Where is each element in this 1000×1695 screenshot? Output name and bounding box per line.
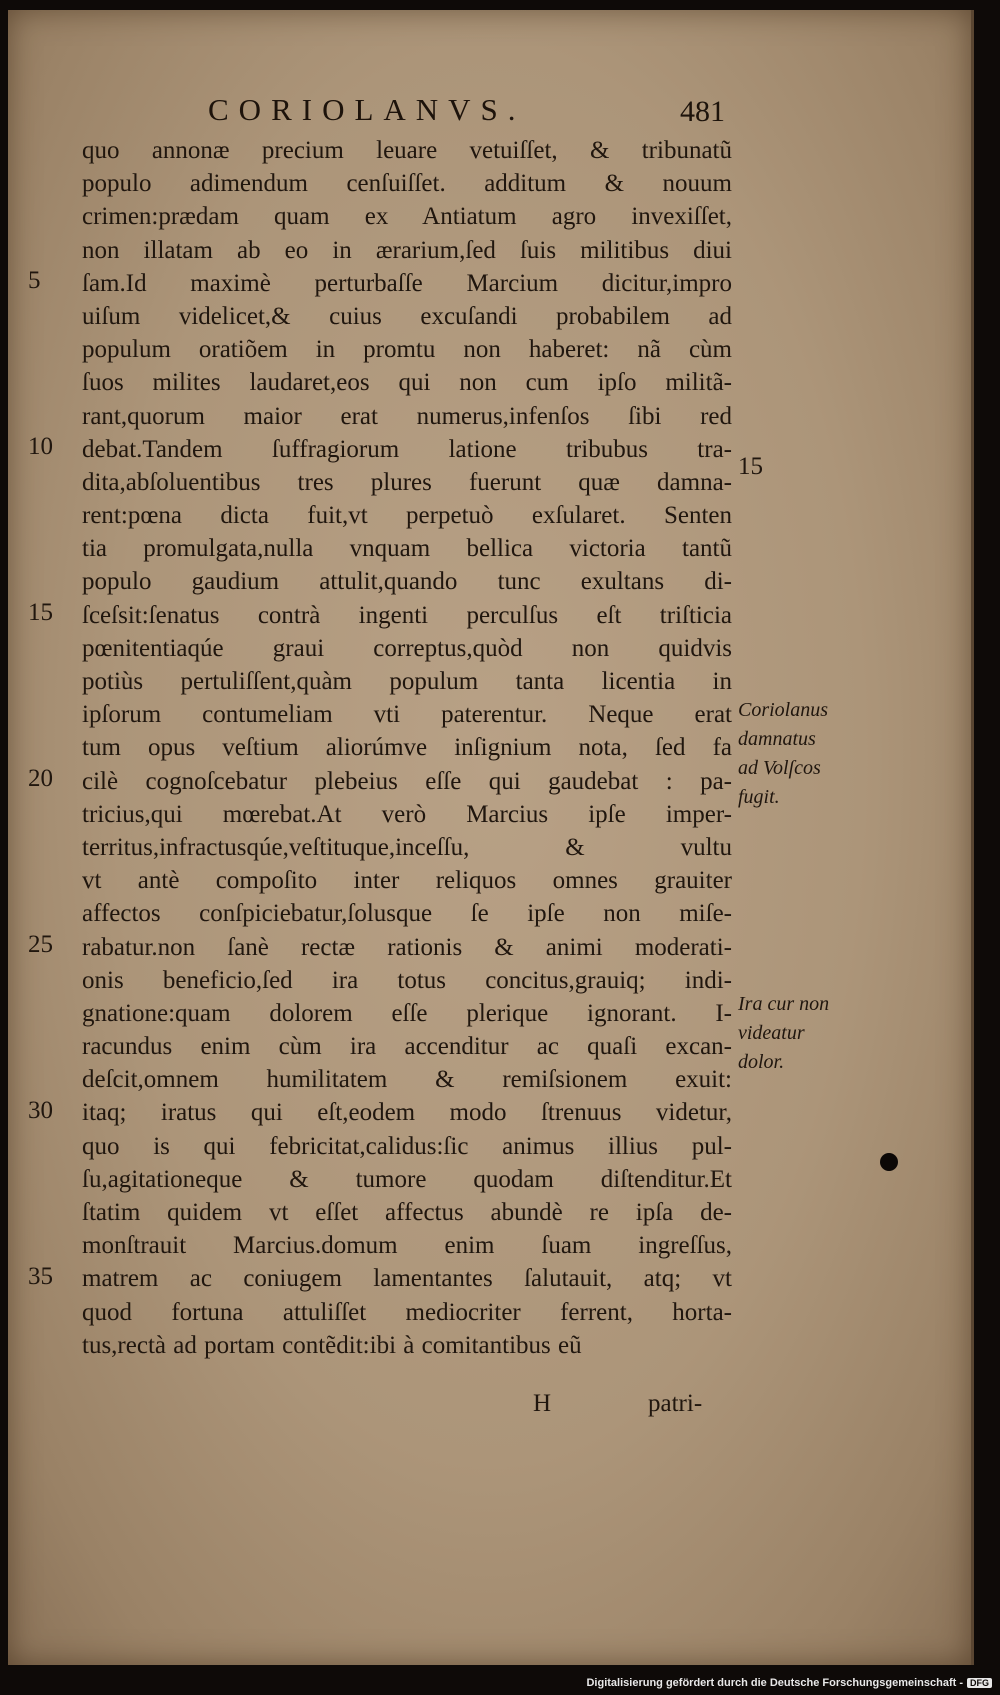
text-line: onis beneficio,ſed ira totus concitus,grauiq; indi- <box>82 966 732 994</box>
text-line: quod fortuna attuliſſet mediocriter ferrent, horta- <box>82 1298 732 1326</box>
marginal-note-coriolanus <box>738 696 828 812</box>
text-line: crimen:prædam quam ex Antiatum agro invexiſſet, <box>82 203 732 231</box>
text-line: itaq; iratus qui eſt,eodem modo ſtrenuus videtur, <box>82 1099 732 1127</box>
text-line: populum oratiõem in promtu non haberet: nã cùm <box>82 336 732 364</box>
text-line: territus,infractusqúe,veſtituque,inceſſu, & vultu <box>82 833 732 861</box>
text-line: matrem ac coniugem lamentantes ſalutauit, atq; vt <box>82 1265 732 1293</box>
text-line: quo annonæ precium leuare vetuiſſet, & tribunatũ <box>82 137 732 164</box>
dfg-logo-icon: DFG <box>967 1678 992 1688</box>
text-line: ſtatim quidem vt eſſet affectus abundè re ipſa de- <box>82 1199 732 1226</box>
text-line: pœnitentiaqúe graui correptus,quòd non quidvis <box>82 634 732 662</box>
marginal-note-line: videatur <box>738 1022 805 1044</box>
text-line: rant,quorum maior erat numerus,infenſos ſibi red <box>82 402 732 430</box>
main-text-block <box>82 134 732 1362</box>
marginal-note-line: damnatus <box>738 728 816 750</box>
text-line: cilè cognoſcebatur plebeius eſſe qui gaudebat : pa- <box>82 767 732 795</box>
text-line: ſam.Id maximè perturbaſſe Marcium dicitur,impro <box>82 269 732 297</box>
footer-credit <box>586 1677 992 1689</box>
text-line: populo adimendum cenſuiſſet. additum & nouum <box>82 170 732 198</box>
running-head: CORIOLANVS. <box>208 92 526 127</box>
line-number: 25 <box>28 930 53 958</box>
text-line: vt antè compoſito inter reliquos omnes grauiter <box>82 867 732 895</box>
signature-mark: H <box>533 1390 552 1417</box>
line-number: 35 <box>28 1262 53 1290</box>
text-line: tum opus veſtium aliorúmve inſignium nota, ſed fa <box>82 734 732 762</box>
text-line: tus,rectà ad portam contẽdit:ibi à comitantibus eũ <box>82 1331 582 1359</box>
marginal-note-line: fugit. <box>738 786 780 808</box>
marginal-note-line: ad Volſcos <box>738 757 821 779</box>
marginal-note-ira <box>738 990 829 1077</box>
text-line: racundus enim cùm ira accenditur ac quaſi excan- <box>82 1033 732 1061</box>
text-line: ſuos milites laudaret,eos qui non cum ipſo militã- <box>82 369 732 397</box>
book-page <box>8 10 974 1665</box>
footer-text: Digitalisierung gefördert durch die Deutsche Forschungsgemeinschaft - <box>586 1677 963 1689</box>
text-line: tricius,qui mœrebat.At verò Marcius ipſe imper- <box>82 800 732 828</box>
text-line: ipſorum contumeliam vti paterentur. Neque erat <box>82 701 732 729</box>
text-line: rabatur.non ſanè rectæ rationis & animi moderati- <box>82 933 732 961</box>
text-line: populo gaudium attulit,quando tunc exultans di- <box>82 568 732 596</box>
text-line: uiſum videlicet,& cuius excuſandi probabilem ad <box>82 302 732 330</box>
page-number: 481 <box>680 95 725 128</box>
text-line: ſu,agitationeque & tumore quodam diſtenditur.Et <box>82 1165 732 1193</box>
margin-line-number: 15 <box>738 453 763 480</box>
ink-dot-mark <box>880 1153 898 1171</box>
line-number: 10 <box>28 432 53 460</box>
catchword: patri- <box>648 1390 703 1417</box>
marginal-note-line: Coriolanus <box>738 699 829 721</box>
text-line: rent:pœna dicta fuit,vt perpetuò exſularet. Senten <box>82 502 732 530</box>
text-line: ſceſsit:ſenatus contrà ingenti perculſus eſt triſticia <box>82 601 732 629</box>
marginal-note-line: Ira cur non <box>738 993 830 1015</box>
text-line: non illatam ab eo in ærarium,ſed ſuis militibus diui <box>82 236 732 264</box>
text-line: monſtrauit Marcius.domum enim ſuam ingreſſus, <box>82 1232 732 1260</box>
text-line: deſcit,omnem humilitatem & remiſsionem exuit: <box>82 1066 732 1094</box>
line-number: 15 <box>28 598 53 626</box>
line-number: 5 <box>28 266 41 294</box>
line-number: 20 <box>28 764 53 792</box>
text-line: gnatione:quam dolorem eſſe plerique ignorant. I- <box>82 999 732 1027</box>
text-line: tia promulgata,nulla vnquam bellica victoria tantũ <box>82 535 732 563</box>
text-line: quo is qui febricitat,calidus:ſic animus illius pul- <box>82 1132 732 1160</box>
text-line: affectos conſpiciebatur,ſolusque ſe ipſe non miſe- <box>82 900 732 928</box>
text-line: debat.Tandem ſuffragiorum latione tribubus tra- <box>82 435 732 463</box>
text-line: dita,abſoluentibus tres plures fuerunt quæ damna- <box>82 468 732 496</box>
text-line: potiùs pertuliſſent,quàm populum tanta licentia in <box>82 668 732 695</box>
marginal-note-line: dolor. <box>738 1051 785 1073</box>
line-number: 30 <box>28 1096 53 1124</box>
